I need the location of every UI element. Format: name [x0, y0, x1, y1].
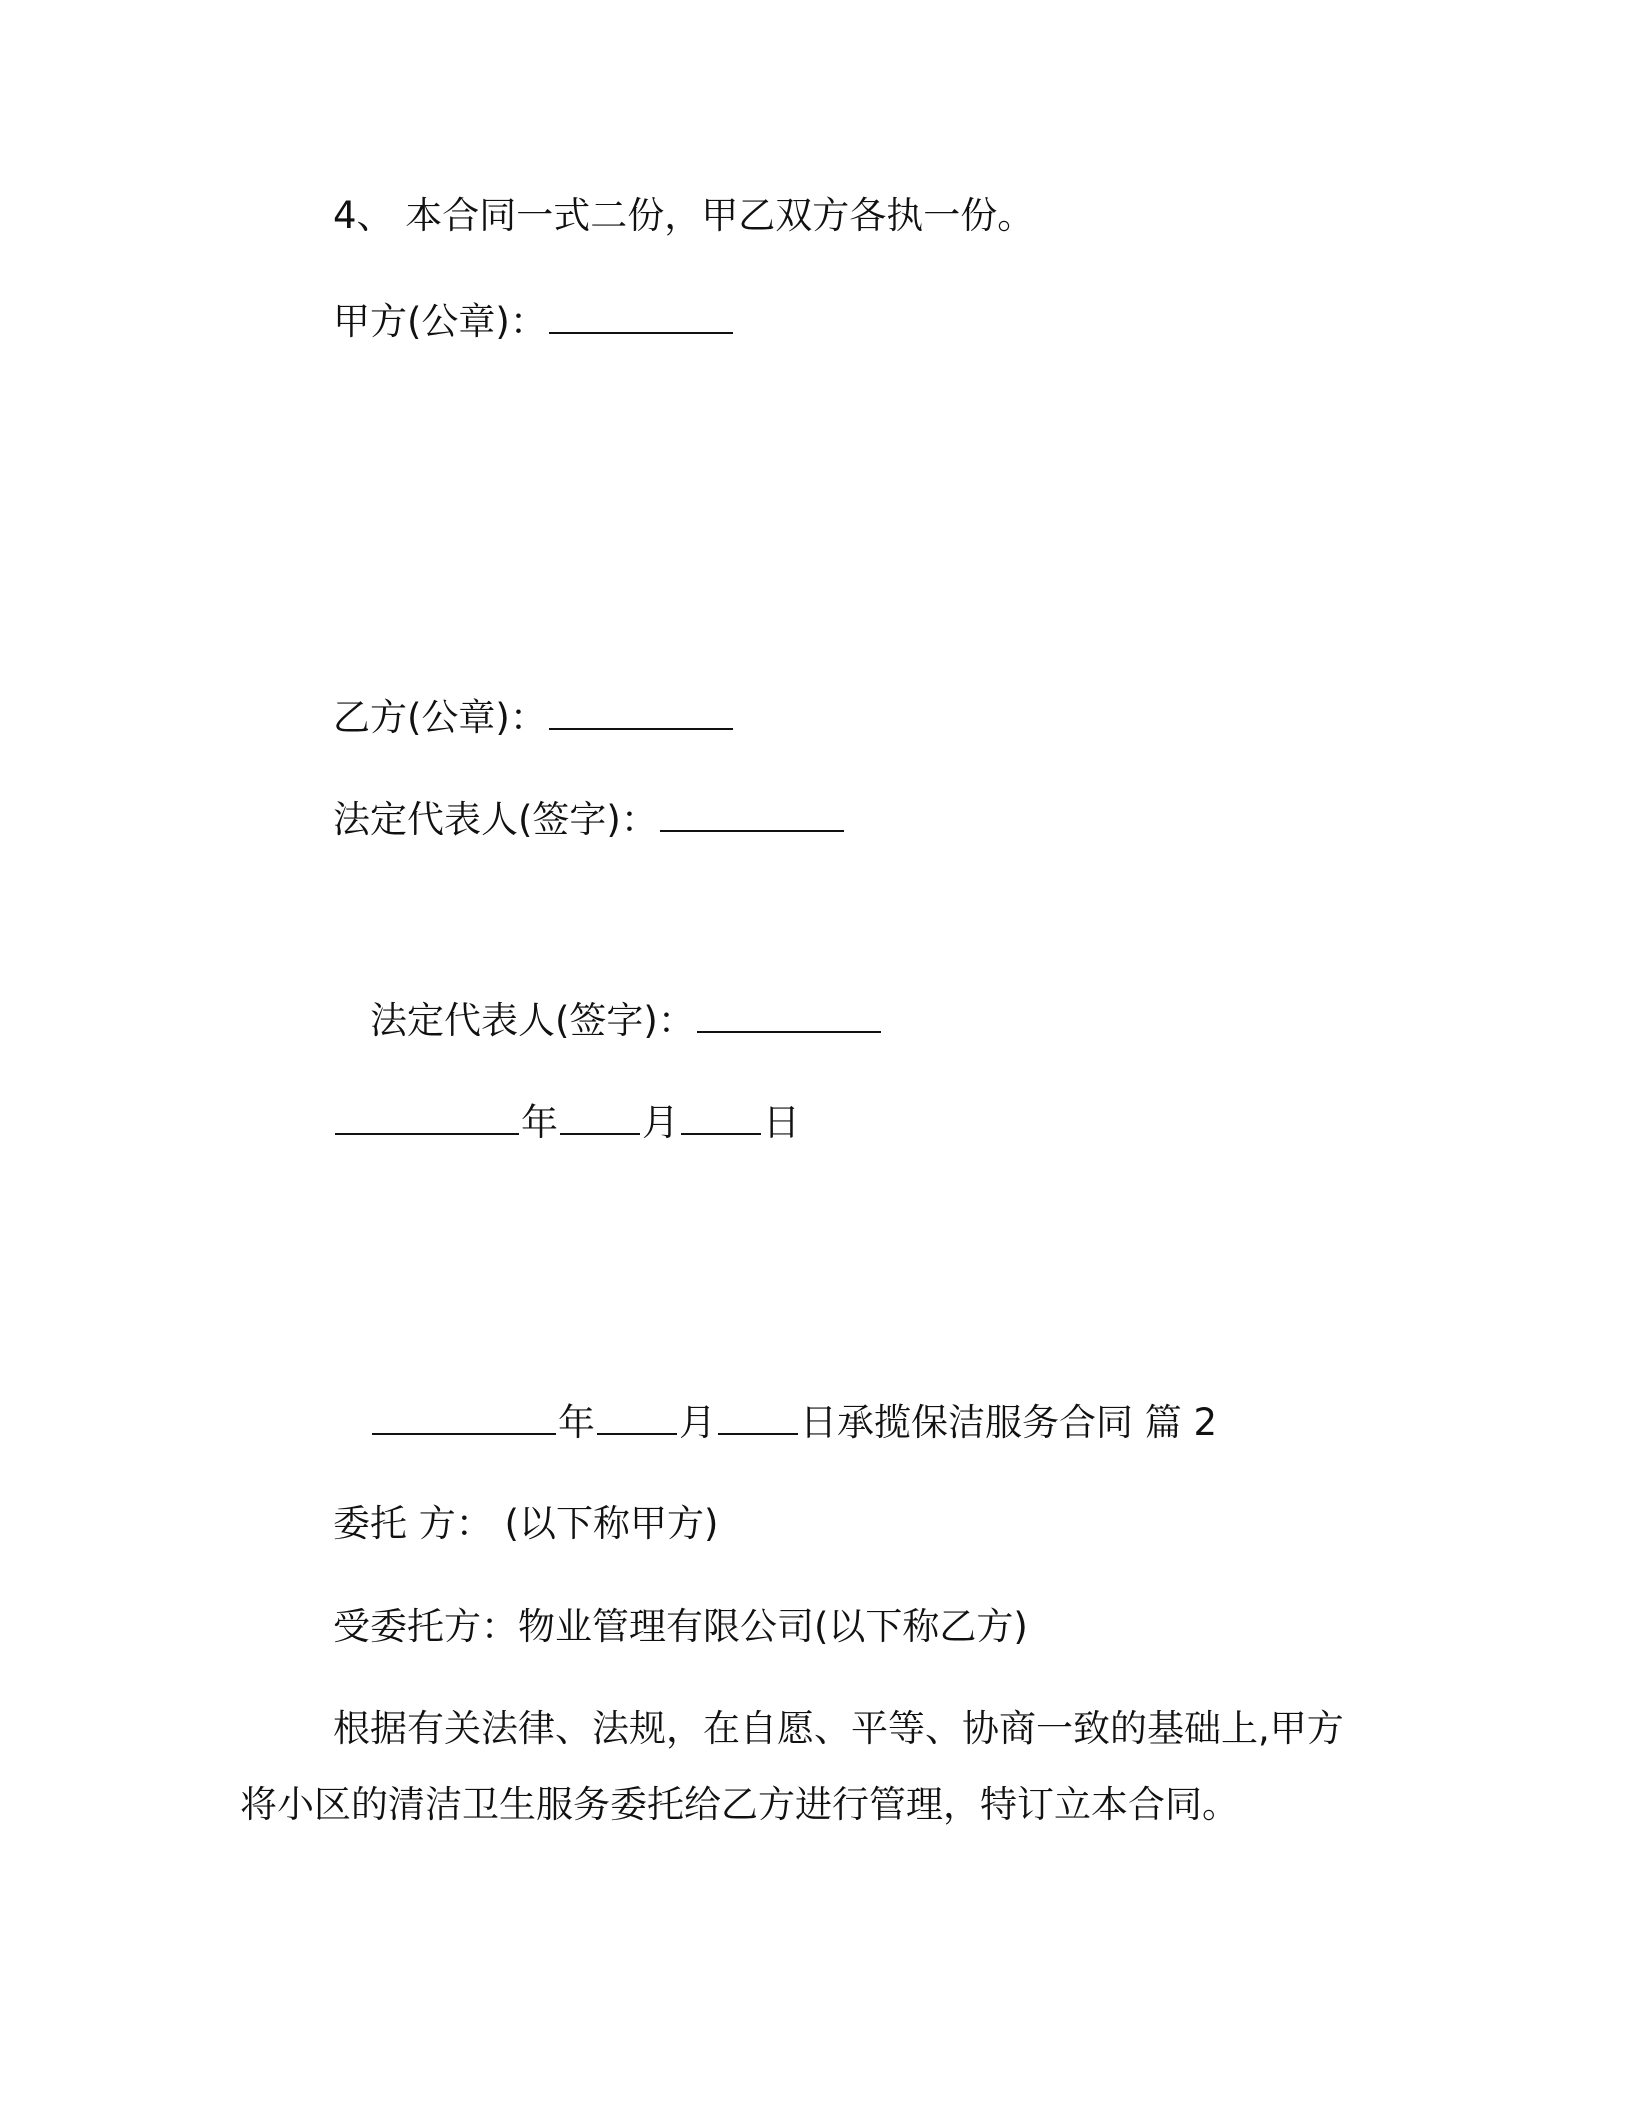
legal-rep-blank-2 [697, 995, 881, 1033]
title-month-blank [597, 1397, 677, 1435]
date-year-label: 年 [521, 1101, 558, 1144]
date-line [333, 1097, 800, 1147]
contractor-line [333, 1603, 1028, 1651]
party-a-seal-blank [549, 296, 733, 334]
body-paragraph-line-2 [240, 1781, 1239, 1829]
party-b-seal-blank [549, 692, 733, 730]
legal-rep-blank-1 [660, 794, 844, 832]
body-text-1: 根据有关法律、法规，在自愿、平等、协商一致的基础上,甲方 [333, 1707, 1344, 1750]
clause-4-text: 4、 本合同一式二份，甲乙双方各执一份。 [333, 194, 1035, 237]
client-text: 委托 方： (以下称甲方) [333, 1502, 719, 1545]
legal-rep-label-1: 法定代表人(签字)： [333, 798, 658, 841]
legal-rep-label-2: 法定代表人(签字)： [370, 999, 695, 1042]
party-b-seal-label: 乙方(公章)： [333, 696, 547, 739]
date-month-blank [560, 1097, 640, 1135]
date-day-label: 日 [763, 1101, 800, 1144]
party-a-seal-line [333, 296, 735, 346]
body-paragraph-line-1 [333, 1705, 1344, 1753]
legal-rep-line-2 [370, 995, 883, 1045]
section-title-line [370, 1397, 1217, 1447]
party-b-seal-line [333, 692, 735, 742]
date-year-blank [335, 1097, 519, 1135]
date-month-label: 月 [642, 1101, 679, 1144]
title-year-blank [372, 1397, 556, 1435]
title-day-blank [718, 1397, 798, 1435]
body-text-2: 将小区的清洁卫生服务委托给乙方进行管理，特订立本合同。 [240, 1783, 1239, 1826]
party-a-seal-label: 甲方(公章)： [333, 300, 547, 343]
title-year-label: 年 [558, 1401, 595, 1444]
contractor-text: 受委托方：物业管理有限公司(以下称乙方) [333, 1605, 1028, 1648]
clause-4 [333, 192, 1034, 240]
client-line [333, 1500, 718, 1548]
title-month-label: 月 [679, 1401, 716, 1444]
section-title-text: 日承揽保洁服务合同 篇 2 [800, 1401, 1218, 1444]
legal-rep-line-1 [333, 794, 846, 844]
date-day-blank [681, 1097, 761, 1135]
